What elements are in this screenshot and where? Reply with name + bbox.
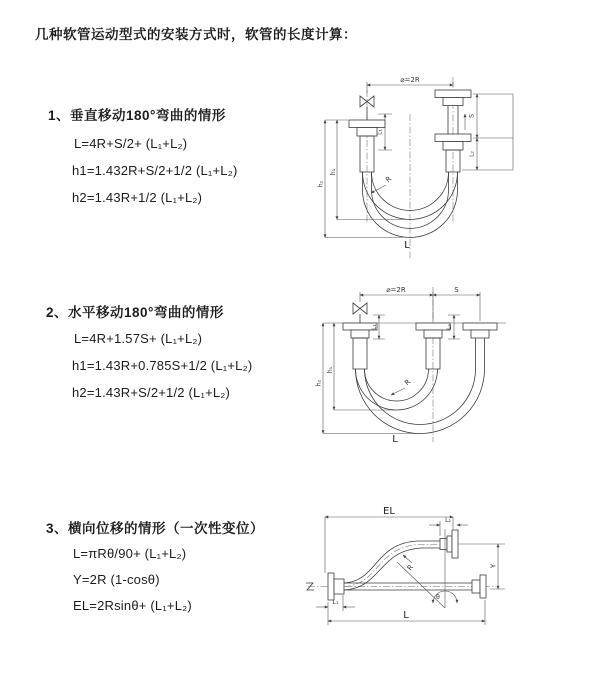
s-label: S: [468, 114, 476, 118]
h2-label: h₂: [315, 379, 323, 387]
valve-icon: [353, 303, 367, 323]
section-2-formula-L: L=4R+1.57S+ (L₁+L₂): [74, 331, 203, 346]
upper-right-flange: [440, 530, 458, 558]
lower-right-flange: [472, 575, 486, 598]
radius-label: R: [384, 174, 394, 185]
right-flange: [463, 323, 497, 338]
dimension-l1: [371, 315, 385, 339]
h2-label: h₂: [317, 180, 325, 188]
l1-label: L₁: [376, 129, 384, 135]
diagram-lateral-displacement: [300, 503, 600, 663]
radius-label: R: [405, 563, 416, 573]
span-label: ⌀=2R: [386, 286, 406, 294]
span-label: ⌀=2R: [400, 76, 420, 84]
centerlines: [367, 77, 453, 258]
length-label: L: [392, 434, 398, 445]
left-flange: [328, 573, 344, 600]
page-title: 几种软管运动型式的安装方式时，软管的长度计算：: [35, 27, 357, 42]
dimension-span-s: [360, 286, 480, 321]
section-3-formula-Y: Y=2R (1-cosθ): [73, 572, 160, 587]
section-2-formula-h2: h2=1.43R+S/2+1/2 (L₁+L₂): [72, 385, 231, 400]
dimension-l: [328, 600, 485, 625]
dimension-l1: [316, 595, 355, 611]
l2-label: L₂: [445, 517, 451, 524]
dimension-h: [318, 120, 406, 238]
section-3-formula-EL: EL=2Rsinθ+ (L₁+L₂): [73, 598, 192, 613]
section-1-heading: 1、垂直移动180°弯曲的情形: [48, 108, 226, 123]
s-label: S: [454, 286, 459, 294]
l1-label: L₁: [371, 324, 378, 330]
theta-label: θ: [436, 594, 440, 601]
diagram-horizontal-180-bend: [310, 282, 600, 462]
section-1-formula-L: L=4R+S/2+ (L₁+L₂): [74, 136, 188, 151]
l1-label: L₁: [332, 599, 339, 606]
hose-u-bends: [356, 338, 485, 434]
diagram-vertical-180-bend: [315, 72, 600, 262]
h1-label: h₁: [330, 168, 337, 176]
radius-callout: [391, 378, 412, 395]
l-label: L: [403, 610, 409, 621]
h1-label: h₁: [327, 366, 334, 374]
el-label: EL: [383, 506, 395, 517]
section-1-formula-h1: h1=1.432R+S/2+1/2 (L₁+L₂): [72, 163, 238, 178]
section-1-formula-h2: h2=1.43R+1/2 (L₁+L₂): [72, 190, 203, 205]
section-2-formula-h1: h1=1.43R+0.785S+1/2 (L₁+L₂): [72, 358, 253, 373]
section-3-formula-L: L=πRθ/90+ (L₁+L₂): [73, 546, 187, 561]
y-label: Y: [489, 563, 498, 569]
dimension-l2: [446, 315, 460, 339]
section-3-heading: 3、横向位移的情形（一次性变位）: [46, 521, 265, 536]
section-2-heading: 2、水平移动180°弯曲的情形: [46, 305, 224, 320]
dimension-s-l2: [462, 94, 513, 170]
dimension-l1: [377, 114, 393, 150]
dimension-el: [325, 506, 453, 573]
dimension-l2: [429, 517, 468, 536]
braid-section: [353, 338, 367, 369]
l2-label: L₂: [446, 324, 453, 330]
radius-callout: [371, 175, 393, 193]
radius-label: R: [403, 377, 413, 388]
length-label: L: [404, 240, 410, 251]
l2-label: L₂: [468, 151, 476, 157]
